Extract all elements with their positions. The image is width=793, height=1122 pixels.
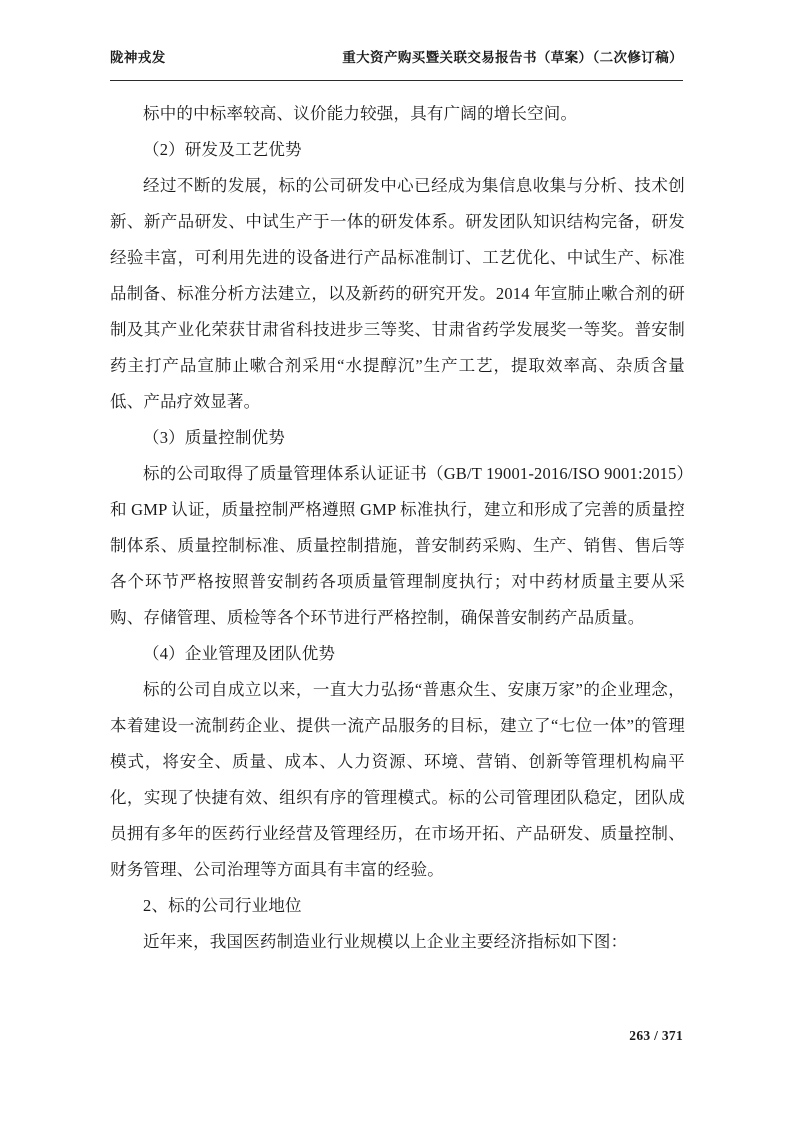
paragraph: 标的公司取得了质量管理体系认证证书（GB/T 19001-2016/ISO 9001:2015）和 GMP 认证，质量控制严格遵照 GMP 标准执行，建立和形成了完善的质量控制体系、质量控制标准、质量控制措施，普安制药采购、生产、销售、售后等各个环节严格按照普安制药各项质量管理制度执行；对中药材质量主要从采购、存储管理、质检等各个环节进行严格控制，确保普安制药产品质量。 xyxy=(110,464,685,627)
document-body xyxy=(110,96,685,960)
paragraph: 经过不断的发展，标的公司研发中心已经成为集信息收集与分析、技术创新、新产品研发、中试生产于一体的研发体系。研发团队知识结构完备，研发经验丰富，可利用先进的设备进行产品标准制订、工艺优化、中试生产、标准品制备、标准分析方法建立，以及新药的研究开发。2014 年宣肺止嗽合剂的研制及其产业化荣获甘肃省科技进步三等奖、甘肃省药学发展奖一等奖。普安制药主打产品宣肺止嗽合剂采用“水提醇沉”生产工艺，提取效率高、杂质含量低、产品疗效显著。 xyxy=(110,176,685,411)
page-header xyxy=(110,46,683,72)
header-document-title: 重大资产购买暨关联交易报告书（草案）（二次修订稿） xyxy=(342,50,683,65)
section-heading-quality-advantage: （3）质量控制优势 xyxy=(143,428,286,447)
paragraph: 标中的中标率较高、议价能力较强，具有广阔的增长空间。 xyxy=(143,104,578,123)
paragraph: 近年来，我国医药制造业行业规模以上企业主要经济指标如下图： xyxy=(143,932,628,951)
section-heading-management-advantage: （4）企业管理及团队优势 xyxy=(143,644,336,663)
paragraph: 标的公司自成立以来，一直大力弘扬“普惠众生、安康万家”的企业理念，本着建设一流制药企业、提供一流产品服务的目标，建立了“七位一体”的管理模式，将安全、质量、成本、人力资源、环境、营销、创新等管理机构扁平化，实现了快捷有效、组织有序的管理模式。标的公司管理团队稳定，团队成员拥有多年的医药行业经营及管理经历，在市场开拓、产品研发、质量控制、财务管理、公司治理等方面具有丰富的经验。 xyxy=(110,680,685,879)
header-divider xyxy=(110,80,683,81)
section-heading-rd-advantage: （2）研发及工艺优势 xyxy=(143,140,302,159)
section-heading-industry-position: 2、标的公司行业地位 xyxy=(143,896,302,915)
page-number: 263 / 371 xyxy=(629,1028,683,1043)
header-company-name: 陇神戎发 xyxy=(110,50,166,65)
